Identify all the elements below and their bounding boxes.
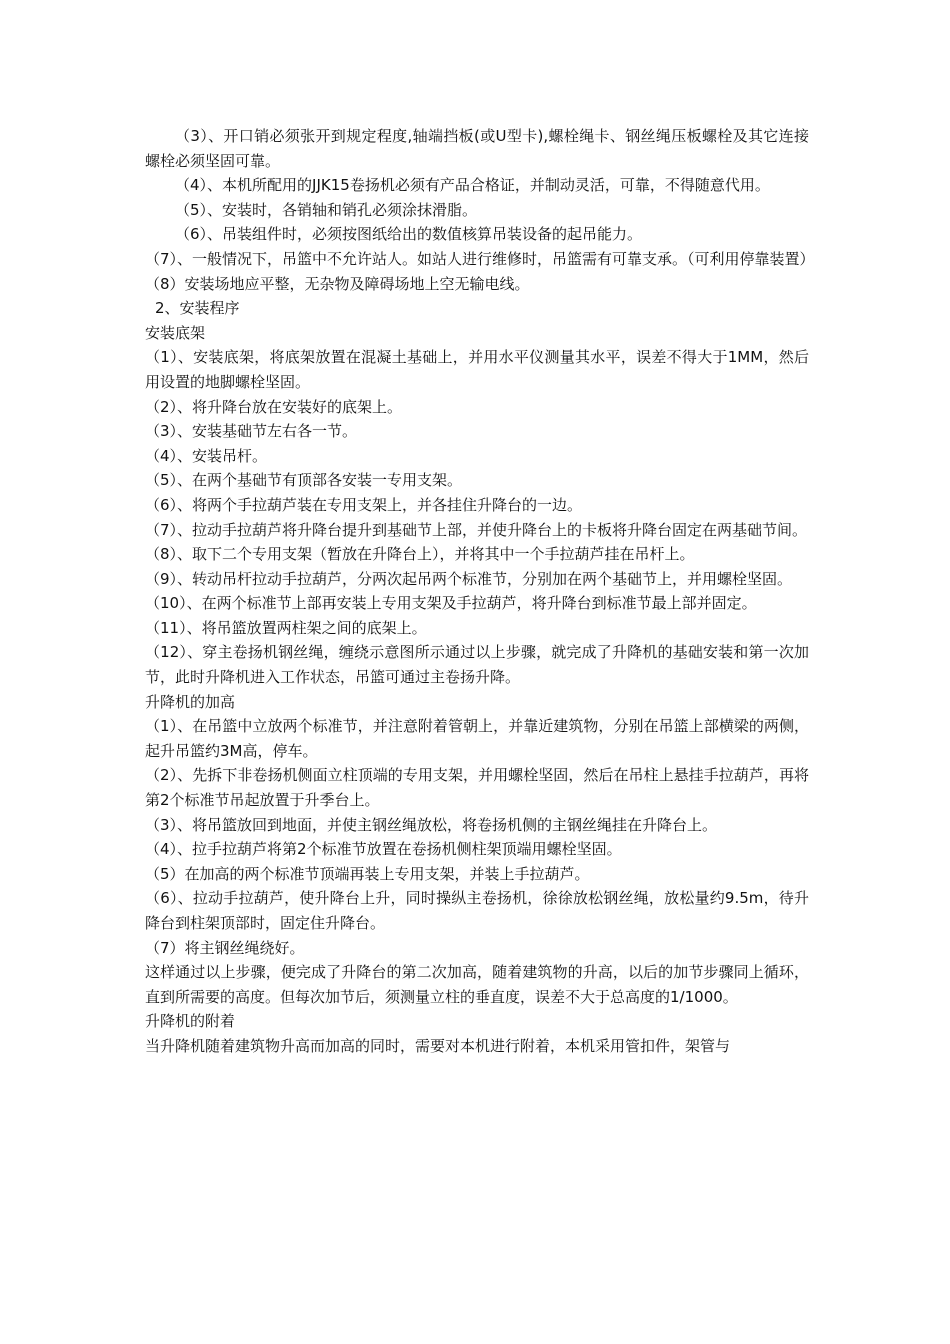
base-step-6: （6）、将两个手拉葫芦装在专用支架上，并各挂住升降台的一边。 bbox=[145, 495, 583, 514]
base-step-11: （11）、将吊篮放置两柱架之间的底架上。 bbox=[145, 618, 427, 637]
base-step-3: （3）、安装基础节左右各一节。 bbox=[145, 422, 358, 441]
base-step-12: （12）、穿主卷扬机钢丝绳，缠绕示意图所示通过以上步骤，就完成了升降机的基础安装和第一次加节，此时升降机进入工作状态，吊篮可通过主卷扬升降。 bbox=[145, 643, 809, 687]
raise-step-5: （5）在加高的两个标准节顶端再装上专用支架，并装上手拉葫芦。 bbox=[145, 864, 590, 883]
raise-step-2: （2）、先拆下非卷扬机侧面立柱顶端的专用支架，并用螺栓坚固，然后在吊柱上悬挂手拉葫芦，再将第2个标准节吊起放置于升季台上。 bbox=[145, 766, 809, 810]
paragraph-item-5: （5）、安装时，各销轴和销孔必须涂抹滑脂。 bbox=[175, 200, 478, 219]
attachment-text: 当升降机随着建筑物升高而加高的同时，需要对本机进行附着，本机采用管扣件，架管与 bbox=[145, 1036, 731, 1055]
raise-step-7: （7）将主钢丝绳绕好。 bbox=[145, 938, 305, 957]
raise-step-6: （6）、拉动手拉葫芦，使升降台上升，同时操纵主卷扬机，徐徐放松钢丝绳，放松量约9.5m，待升降台到柱架顶部时，固定住升降台。 bbox=[145, 889, 809, 932]
paragraph-item-7: （7）、一般情况下，吊篮中不允许站人。如站人进行维修时，吊篮需有可靠支承。（可利用停靠装置） bbox=[145, 249, 815, 268]
base-step-1: （1）、安装底架，将底架放置在混凝土基础上，并用水平仪测量其水平，误差不得大于1MM，然后用设置的地脚螺栓坚固。 bbox=[145, 348, 809, 391]
base-step-7: （7）、拉动手拉葫芦将升降台提升到基础节上部，并使升降台上的卡板将升降台固定在两基础节间。 bbox=[145, 520, 808, 539]
base-step-9: （9）、转动吊杆拉动手拉葫芦，分两次起吊两个标准节，分别加在两个基础节上，并用螺栓坚固。 bbox=[145, 569, 793, 588]
paragraph-item-6: （6）、吊装组件时，必须按图纸给出的数值核算吊装设备的起吊能力。 bbox=[175, 225, 643, 244]
subheading-raising: 升降机的加高 bbox=[145, 692, 236, 711]
paragraph-item-4: （4）、本机所配用的JJK15卷扬机必须有产品合格证，并制动灵活，可靠，不得随意代用。 bbox=[175, 176, 770, 195]
base-step-5: （5）、在两个基础节有顶部各安装一专用支架。 bbox=[145, 471, 463, 490]
raise-summary: 这样通过以上步骤，便完成了升降台的第二次加高，随着建筑物的升高，以后的加节步骤同上循环，直到所需要的高度。但每次加节后，须测量立柱的垂直度，误差不大于总高度的1/1000。 bbox=[145, 963, 809, 1006]
raise-step-1: （1）、在吊篮中立放两个标准节，并注意附着管朝上，并靠近建筑物，分别在吊篮上部横梁的两侧，起升吊篮约3M高，停车。 bbox=[145, 717, 809, 760]
base-step-4: （4）、安装吊杆。 bbox=[145, 446, 268, 465]
document-body bbox=[145, 124, 815, 1059]
base-step-10: （10）、在两个标准节上部再安装上专用支架及手拉葫芦，将升降台到标准节最上部并固定。 bbox=[145, 594, 757, 613]
base-step-2: （2）、将升降台放在安装好的底架上。 bbox=[145, 397, 403, 416]
raise-step-4: （4）、拉手拉葫芦将第2个标准节放置在卷扬机侧柱架顶端用螺栓坚固。 bbox=[145, 840, 622, 859]
subheading-install-base: 安装底架 bbox=[145, 323, 206, 342]
paragraph-item-3: （3）、开口销必须张开到规定程度,轴端挡板(或U型卡),螺栓绳卡、钢丝绳压板螺栓及其它连接螺栓必须坚固可靠。 bbox=[145, 127, 809, 170]
base-step-8: （8）、取下二个专用支架（暂放在升降台上），并将其中一个手拉葫芦挂在吊杆上。 bbox=[145, 545, 695, 564]
section-heading-install-procedure: 2、安装程序 bbox=[155, 299, 240, 318]
paragraph-item-8: （8）安装场地应平整，无杂物及障碍场地上空无输电线。 bbox=[145, 274, 530, 293]
subheading-attachment: 升降机的附着 bbox=[145, 1012, 236, 1031]
raise-step-3: （3）、将吊篮放回到地面，并使主钢丝绳放松，将卷扬机侧的主钢丝绳挂在升降台上。 bbox=[145, 815, 718, 834]
